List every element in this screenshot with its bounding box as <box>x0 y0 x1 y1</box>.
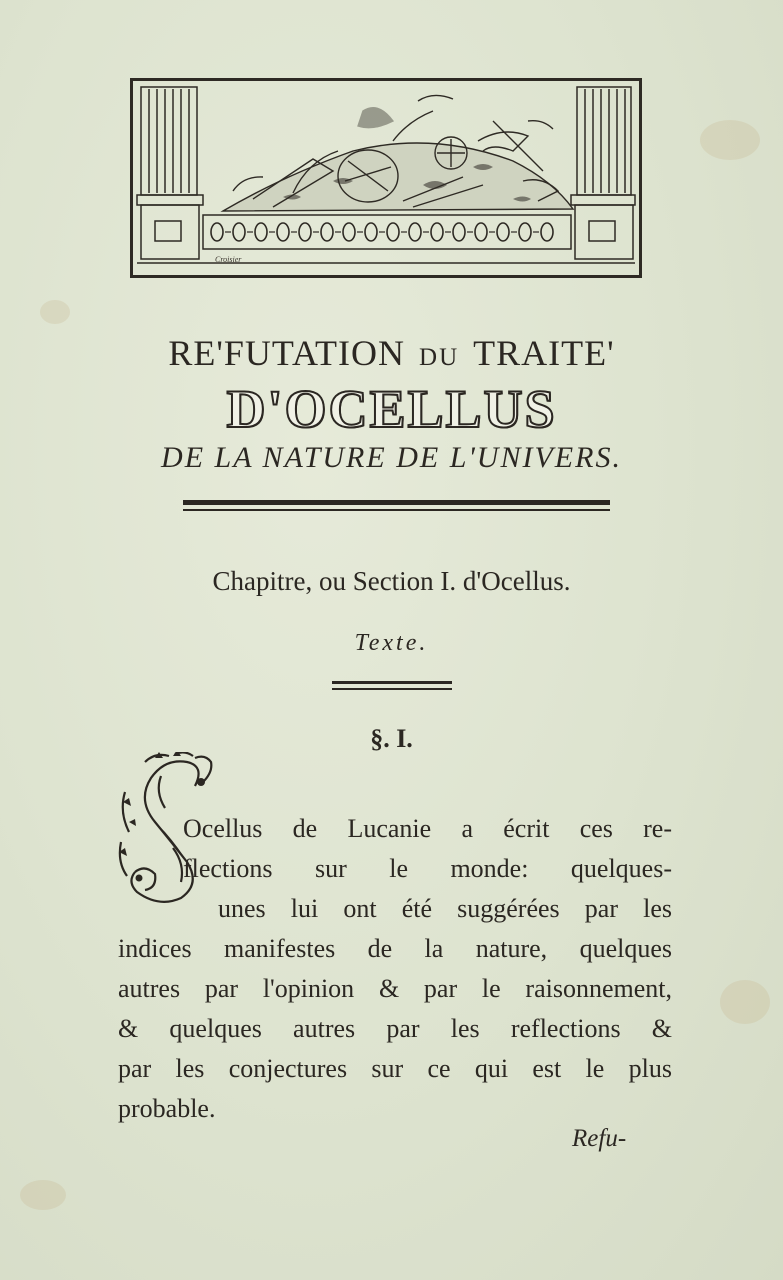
title-rule-thin <box>183 509 610 511</box>
foxing-spot <box>700 120 760 160</box>
title-word-refutation: RE'FUTATION <box>168 333 406 373</box>
title-word-traite: TRAITE' <box>473 333 615 373</box>
body-line: unes lui ont été suggérées par les <box>218 894 672 923</box>
title-word-du: DU <box>419 344 460 371</box>
section-rule-top <box>332 681 452 684</box>
headpiece-illustration <box>133 81 639 275</box>
body-line: par les conjectures sur ce qui est le plus <box>118 1054 672 1083</box>
body-line: autres par l'opinion & par le raisonnement, <box>118 974 672 1003</box>
foxing-spot <box>40 300 70 324</box>
section-mark: §. I. <box>370 724 413 753</box>
title-subtitle: DE LA NATURE DE L'UNIVERS. <box>161 441 622 474</box>
body-line: flections sur le monde: quelques- <box>183 854 672 883</box>
body-line: & quelques autres par les reflections & <box>118 1014 672 1043</box>
catchword: Refu- <box>572 1125 627 1152</box>
body-line: Ocellus de Lucanie a écrit ces re- <box>183 814 672 843</box>
headpiece-engraving <box>130 78 642 278</box>
title-rule-thick <box>183 500 610 505</box>
engraver-signature: Croisier <box>215 255 242 264</box>
texte-subheading: Texte. <box>354 630 429 656</box>
title-ocellus: D'OCELLUS <box>226 379 557 439</box>
chapter-heading: Chapitre, ou Section I. d'Ocellus. <box>212 566 571 596</box>
body-line: indices manifestes de la nature, quelques <box>118 934 672 963</box>
title-line-refutation <box>0 332 783 374</box>
section-rule-bottom <box>332 688 452 690</box>
foxing-spot <box>720 980 770 1024</box>
body-line: probable. <box>118 1094 216 1123</box>
foxing-spot <box>20 1180 66 1210</box>
